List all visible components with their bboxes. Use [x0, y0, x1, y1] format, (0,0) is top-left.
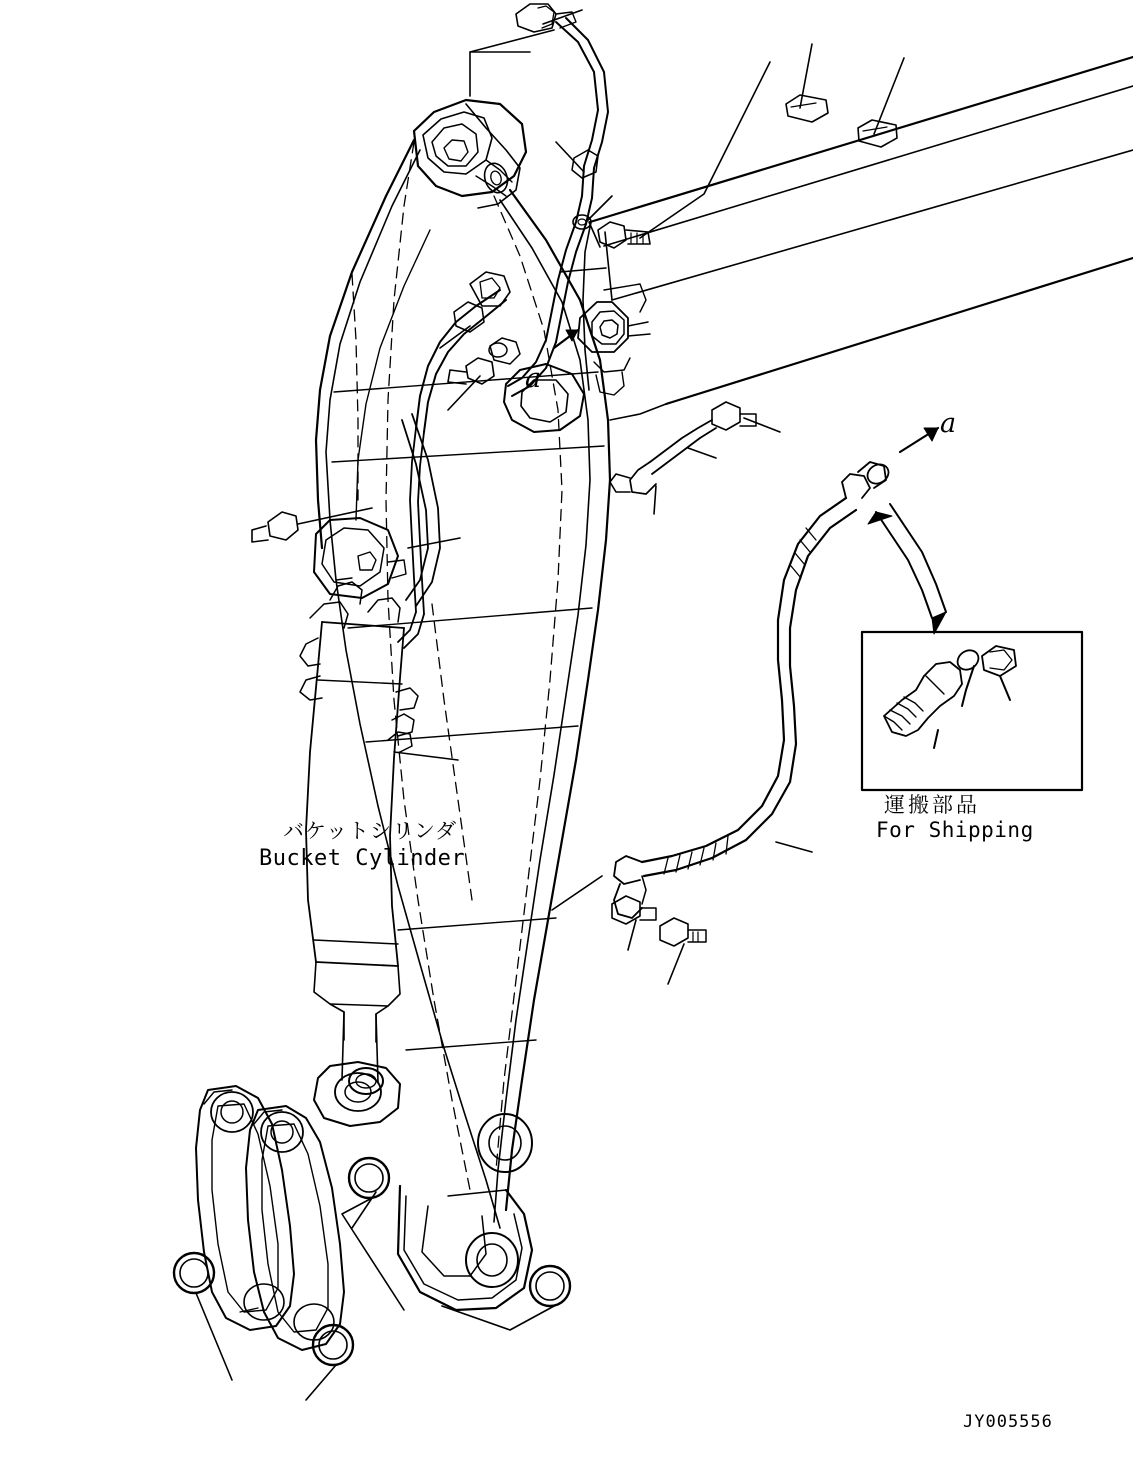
- leader-lines: [196, 10, 904, 1400]
- hidden-edges: [352, 142, 562, 1190]
- shipping-inset: [862, 632, 1082, 790]
- bucket-cylinder-label-en: Bucket Cylinder: [259, 846, 466, 871]
- bucket-links: [196, 1086, 344, 1350]
- section-callout-a-left: a: [525, 363, 542, 394]
- arm-structure: [314, 100, 610, 1310]
- bucket-cylinder-label-jp: バケットシリンダ: [283, 819, 458, 843]
- section-arrows: [554, 330, 946, 634]
- section-callout-a-right: a: [940, 408, 957, 439]
- drawing-number: JY005556: [963, 1412, 1053, 1432]
- o-ring-seals: [174, 1068, 570, 1365]
- shipping-title-jp: 運搬部品: [884, 793, 980, 817]
- shipping-title-en: For Shipping: [876, 818, 1034, 842]
